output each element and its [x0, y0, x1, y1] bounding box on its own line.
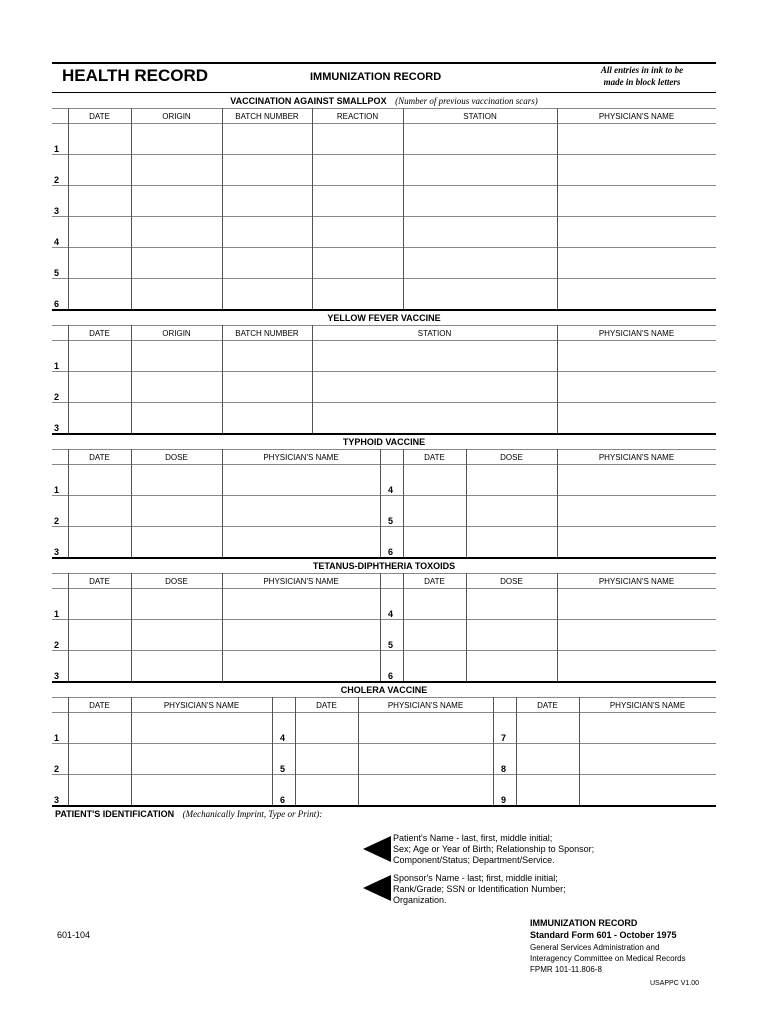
smallpox-col-divider [312, 108, 313, 310]
arrow-left-icon [363, 875, 391, 901]
yf-col-origin: ORIGIN [162, 329, 191, 338]
ink-note-line-1: All entries in ink to be [600, 65, 684, 75]
yf-header-bottom [52, 340, 716, 341]
cholera-col-divider [295, 697, 296, 806]
typhoid-header-bottom [52, 464, 716, 465]
yellow-fever-title: YELLOW FEVER VACCINE [327, 313, 441, 323]
tetanus-col-divider [222, 573, 223, 682]
tetanus-row-line [52, 650, 716, 651]
tetanus-col-date-2: DATE [424, 577, 445, 586]
patient-id-label: PATIENT'S IDENTIFICATION [55, 809, 175, 819]
cholera-row-number: 3 [54, 795, 60, 805]
smallpox-row-line [52, 216, 716, 217]
tetanus-row-line [52, 619, 716, 620]
footer-fpmr: FPMR 101-11.806-8 [530, 965, 602, 974]
section-rule [52, 557, 716, 559]
form-code: 601-104 [57, 930, 91, 940]
sponsor-info-line: Rank/Grade; SSN or Identification Number; [393, 884, 566, 894]
cholera-col-divider [579, 697, 580, 806]
smallpox-row-line [52, 247, 716, 248]
typhoid-row-line [52, 495, 716, 496]
cholera-col-date-3: DATE [537, 701, 558, 710]
tetanus-col-dose-2: DOSE [500, 577, 523, 586]
smallpox-row-number: 5 [54, 268, 60, 278]
section-rule [52, 681, 716, 683]
cholera-row-number: 1 [54, 733, 60, 743]
tetanus-col-dose: DOSE [165, 577, 188, 586]
smallpox-col-physician: PHYSICIAN'S NAME [598, 112, 675, 121]
yf-col-divider [312, 325, 313, 434]
tetanus-col-date: DATE [89, 577, 110, 586]
yf-row-number: 1 [54, 361, 60, 371]
smallpox-row-number: 3 [54, 206, 60, 216]
cholera-row-number: 6 [280, 795, 286, 805]
smallpox-row-line [52, 185, 716, 186]
patient-info-block [393, 833, 594, 866]
smallpox-col-divider [403, 108, 404, 310]
tetanus-header-top [52, 573, 716, 574]
cholera-col-physician-2: PHYSICIAN'S NAME [387, 701, 464, 710]
typhoid-col-divider [403, 449, 404, 558]
cholera-col-divider [516, 697, 517, 806]
smallpox-header-bottom [52, 123, 716, 124]
form-subtitle: IMMUNIZATION RECORD [310, 71, 442, 83]
smallpox-col-date: DATE [89, 112, 110, 121]
tetanus-row-number: 1 [54, 609, 60, 619]
tetanus-col-divider [68, 573, 69, 682]
tetanus-row-number: 2 [54, 640, 60, 650]
tetanus-col-divider [131, 573, 132, 682]
typhoid-row-number: 5 [388, 516, 394, 526]
yf-row-line [52, 402, 716, 403]
tetanus-col-divider [466, 573, 467, 682]
footer-agency-line-1: General Services Administration and [530, 943, 660, 952]
typhoid-row-line [52, 526, 716, 527]
typhoid-col-divider [68, 449, 69, 558]
cholera-row-number: 5 [280, 764, 286, 774]
header-top-rule [52, 62, 716, 64]
footer-agency-line-2: Interagency Committee on Medical Records [530, 954, 686, 963]
cholera-row-number: 2 [54, 764, 60, 774]
cholera-col-date: DATE [89, 701, 110, 710]
ink-note-line-2: made in block letters [603, 77, 681, 87]
typhoid-col-physician-2: PHYSICIAN'S NAME [598, 453, 675, 462]
typhoid-col-dose: DOSE [165, 453, 188, 462]
smallpox-row-number: 1 [54, 144, 60, 154]
yf-header-top [52, 325, 716, 326]
tetanus-col-physician: PHYSICIAN'S NAME [263, 577, 339, 586]
cholera-row-line [52, 743, 716, 744]
yf-col-batch: BATCH NUMBER [235, 329, 299, 338]
typhoid-row-number: 2 [54, 516, 60, 526]
section-rule [52, 433, 716, 435]
tetanus-row-number: 3 [54, 671, 60, 681]
yf-col-physician: PHYSICIAN'S NAME [598, 329, 675, 338]
smallpox-note: (Number of previous vaccination scars) [395, 96, 538, 106]
yf-col-divider [557, 325, 558, 434]
patient-info-line: Patient's Name - last, first, middle initial; [393, 833, 553, 843]
section-rule [52, 309, 716, 311]
patient-id-note: (Mechanically Imprint, Type or Print): [182, 809, 323, 819]
tetanus-col-physician-2: PHYSICIAN'S NAME [598, 577, 675, 586]
cholera-row-number: 9 [501, 795, 507, 805]
smallpox-row-number: 2 [54, 175, 60, 185]
tetanus-col-divider [557, 573, 558, 682]
cholera-title: CHOLERA VACCINE [340, 685, 428, 695]
typhoid-col-physician: PHYSICIAN'S NAME [263, 453, 339, 462]
sponsor-info-block [393, 873, 566, 906]
smallpox-col-divider [68, 108, 69, 310]
typhoid-col-dose-2: DOSE [500, 453, 523, 462]
typhoid-col-divider [557, 449, 558, 558]
cholera-col-divider [358, 697, 359, 806]
header-bottom-rule [52, 92, 716, 93]
patient-info-line: Component/Status; Department/Service. [393, 855, 555, 865]
yf-col-divider [68, 325, 69, 434]
smallpox-col-divider [131, 108, 132, 310]
typhoid-col-divider [466, 449, 467, 558]
smallpox-col-divider [222, 108, 223, 310]
tetanus-row-number: 5 [388, 640, 394, 650]
smallpox-title-row [52, 96, 716, 106]
typhoid-col-divider [222, 449, 223, 558]
smallpox-col-origin: ORIGIN [162, 112, 191, 121]
typhoid-row-number: 4 [388, 485, 394, 495]
cholera-row-number: 7 [501, 733, 507, 743]
smallpox-row-number: 4 [54, 237, 60, 247]
cholera-col-date-2: DATE [316, 701, 337, 710]
typhoid-col-divider [131, 449, 132, 558]
typhoid-col-date-2: DATE [424, 453, 445, 462]
smallpox-col-station: STATION [463, 112, 497, 121]
cholera-row-number: 4 [280, 733, 286, 743]
smallpox-col-divider [557, 108, 558, 310]
smallpox-title: VACCINATION AGAINST SMALLPOX [230, 96, 387, 106]
footer-version: USAPPC V1.00 [650, 980, 700, 987]
sponsor-info-line: Sponsor's Name - last; first, middle initial; [393, 873, 558, 883]
cholera-col-divider [493, 697, 494, 806]
cholera-header-top [52, 697, 716, 698]
sponsor-info-line: Organization. [393, 895, 447, 905]
cholera-col-divider [68, 697, 69, 806]
tetanus-row-number: 6 [388, 671, 394, 681]
cholera-col-physician: PHYSICIAN'S NAME [163, 701, 240, 710]
typhoid-col-date: DATE [89, 453, 110, 462]
cholera-row-line [52, 774, 716, 775]
cholera-col-physician-3: PHYSICIAN'S NAME [609, 701, 686, 710]
smallpox-col-batch: BATCH NUMBER [235, 112, 299, 121]
smallpox-row-number: 6 [54, 299, 60, 309]
smallpox-row-line [52, 154, 716, 155]
cholera-row-number: 8 [501, 764, 507, 774]
tetanus-header-bottom [52, 588, 716, 589]
typhoid-col-divider [380, 449, 381, 558]
yf-row-number: 3 [54, 423, 60, 433]
patient-id-row [55, 809, 322, 819]
typhoid-row-number: 3 [54, 547, 60, 557]
patient-info-line: Sex; Age or Year of Birth; Relationship to Sponsor; [393, 844, 595, 854]
footer-form-std: Standard Form 601 - October 1975 [530, 930, 677, 940]
yf-row-line [52, 371, 716, 372]
typhoid-row-number: 1 [54, 485, 60, 495]
form-title: HEALTH RECORD [62, 66, 209, 85]
section-rule [52, 805, 716, 807]
tetanus-col-divider [380, 573, 381, 682]
tetanus-title: TETANUS-DIPHTHERIA TOXOIDS [312, 561, 456, 571]
typhoid-title: TYPHOID VACCINE [342, 437, 426, 447]
yf-col-station: STATION [417, 329, 452, 338]
smallpox-row-line [52, 278, 716, 279]
yf-row-number: 2 [54, 392, 60, 402]
yf-col-divider [222, 325, 223, 434]
footer-form-title: IMMUNIZATION RECORD [530, 918, 638, 928]
yf-col-date: DATE [89, 329, 110, 338]
cholera-col-divider [272, 697, 273, 806]
yf-col-divider [131, 325, 132, 434]
tetanus-col-divider [403, 573, 404, 682]
smallpox-col-reaction: REACTION [336, 112, 379, 121]
typhoid-header-top [52, 449, 716, 450]
arrow-left-icon [363, 836, 391, 862]
typhoid-row-number: 6 [388, 547, 394, 557]
cholera-header-bottom [52, 712, 716, 713]
cholera-col-divider [131, 697, 132, 806]
smallpox-header-top [52, 108, 716, 109]
tetanus-row-number: 4 [388, 609, 394, 619]
